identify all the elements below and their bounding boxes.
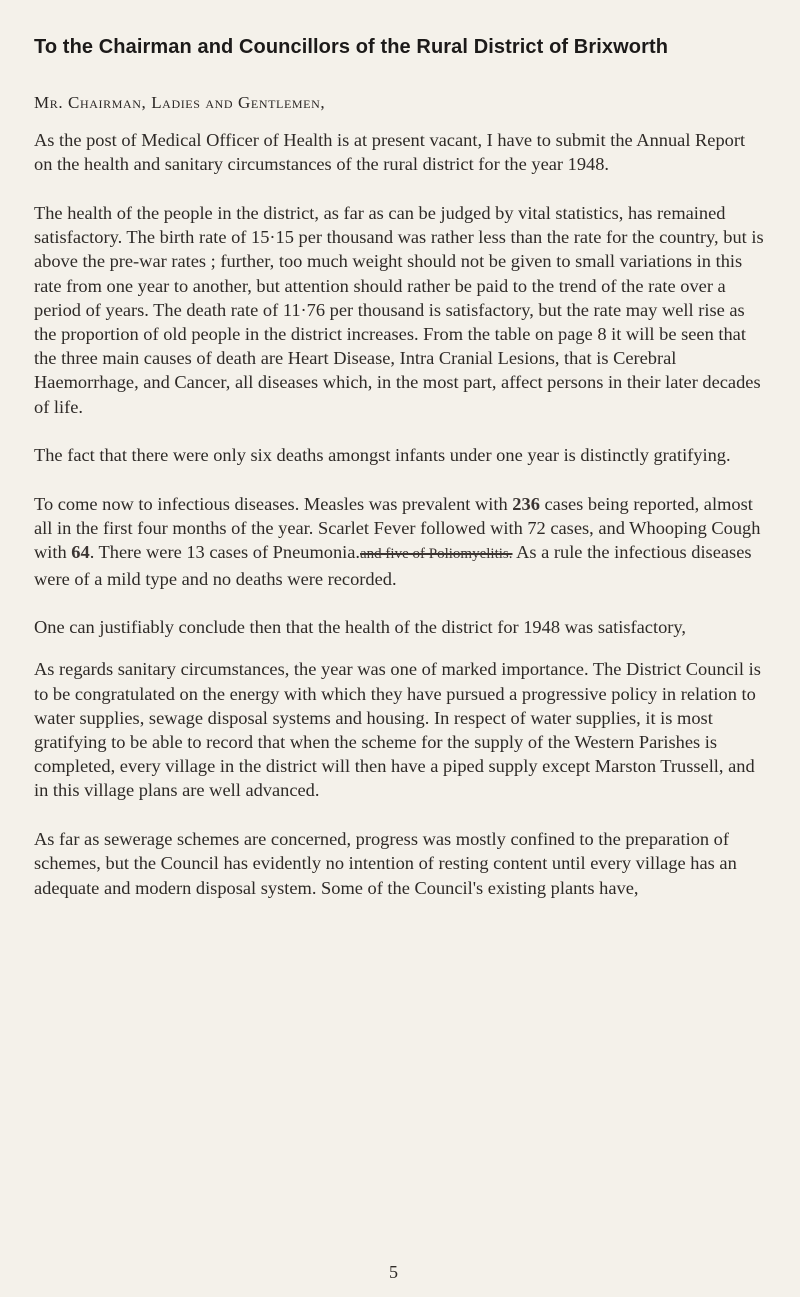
- paragraph-infant-deaths: The fact that there were only six deaths amongst infants under one year is distinctly gratifying.: [34, 445, 731, 466]
- report-body: [34, 128, 768, 924]
- text-segment: cases of Pneumonia.: [204, 542, 361, 563]
- handwritten-whooping-count: 64: [71, 542, 90, 563]
- paragraph-sanitary: As regards sanitary circumstances, the year was one of marked importance. The District Council is to be congratulated on the energy with which they have pursued a progressive policy in relation to water supplies, sewage disposal systems and housing. In respect of water supplies, it is most gratifying to be able to record that when the scheme for the supply of the Western Parishes is completed, every village in the district will then have a piped supply except Marston Trussell, and in this village plans are well advanced.: [34, 659, 761, 801]
- salutation: Mr. Chairman, Ladies and Gentlemen,: [34, 93, 326, 112]
- struck-out-text: and five of Poliomyelitis.: [360, 546, 513, 563]
- paragraph-infectious-diseases: [34, 492, 768, 591]
- paragraph-sewerage: As far as sewerage schemes are concerned, progress was mostly confined to the preparation of schemes, but the Council has evidently no intention of resting content until every village has an adequate and modern disposal system. Some of the Council's existing plants have,: [34, 829, 737, 898]
- text-segment: As a rule the infectious diseases were of a mild type and no deaths were recorded.: [34, 542, 752, 589]
- paragraph-conclusion: One can justifiably conclude then that the health of the district for 1948 was satisfactory,: [34, 617, 686, 638]
- handwritten-measles-count: 236: [512, 493, 540, 514]
- paragraph-health-statistics: The health of the people in the district, as far as can be judged by vital statistics, has remained satisfactory. The birth rate of 15·15 per thousand was rather less than the rate for the country, but is above the pre-war rates ; further, too much weight should not be given to small variations in this rate from one year to another, but attention should rather be paid to the trend of the rate over a period of years. The death rate of 11·76 per thousand is satisfactory, but the rate may well rise as the proportion of old people in the district increases. From the table on page 8 it will be seen that the three main causes of death are Heart Disease, Intra Cranial Lesions, that is Cerebral Haemorrhage, and Cancer, all diseases which, in the most part, affect persons in their later decades of life.: [34, 202, 764, 417]
- page-number: 5: [389, 1262, 398, 1282]
- text-segment: cases being reported, almost all in the first four months of the year. Scarlet Fever followed with 72 cases, and Whooping Cough with: [34, 493, 761, 563]
- pneumonia-count: 13: [186, 542, 205, 563]
- page-heading: To the Chairman and Councillors of the Rural District of Brixworth: [34, 36, 669, 58]
- paragraph-intro: As the post of Medical Officer of Health is at present vacant, I have to submit the Annual Report on the health and sanitary circumstances of the rural district for the year 1948.: [34, 130, 746, 175]
- text-segment: To come now to infectious diseases. Measles was prevalent with: [34, 493, 513, 514]
- text-segment: . There were: [89, 542, 187, 563]
